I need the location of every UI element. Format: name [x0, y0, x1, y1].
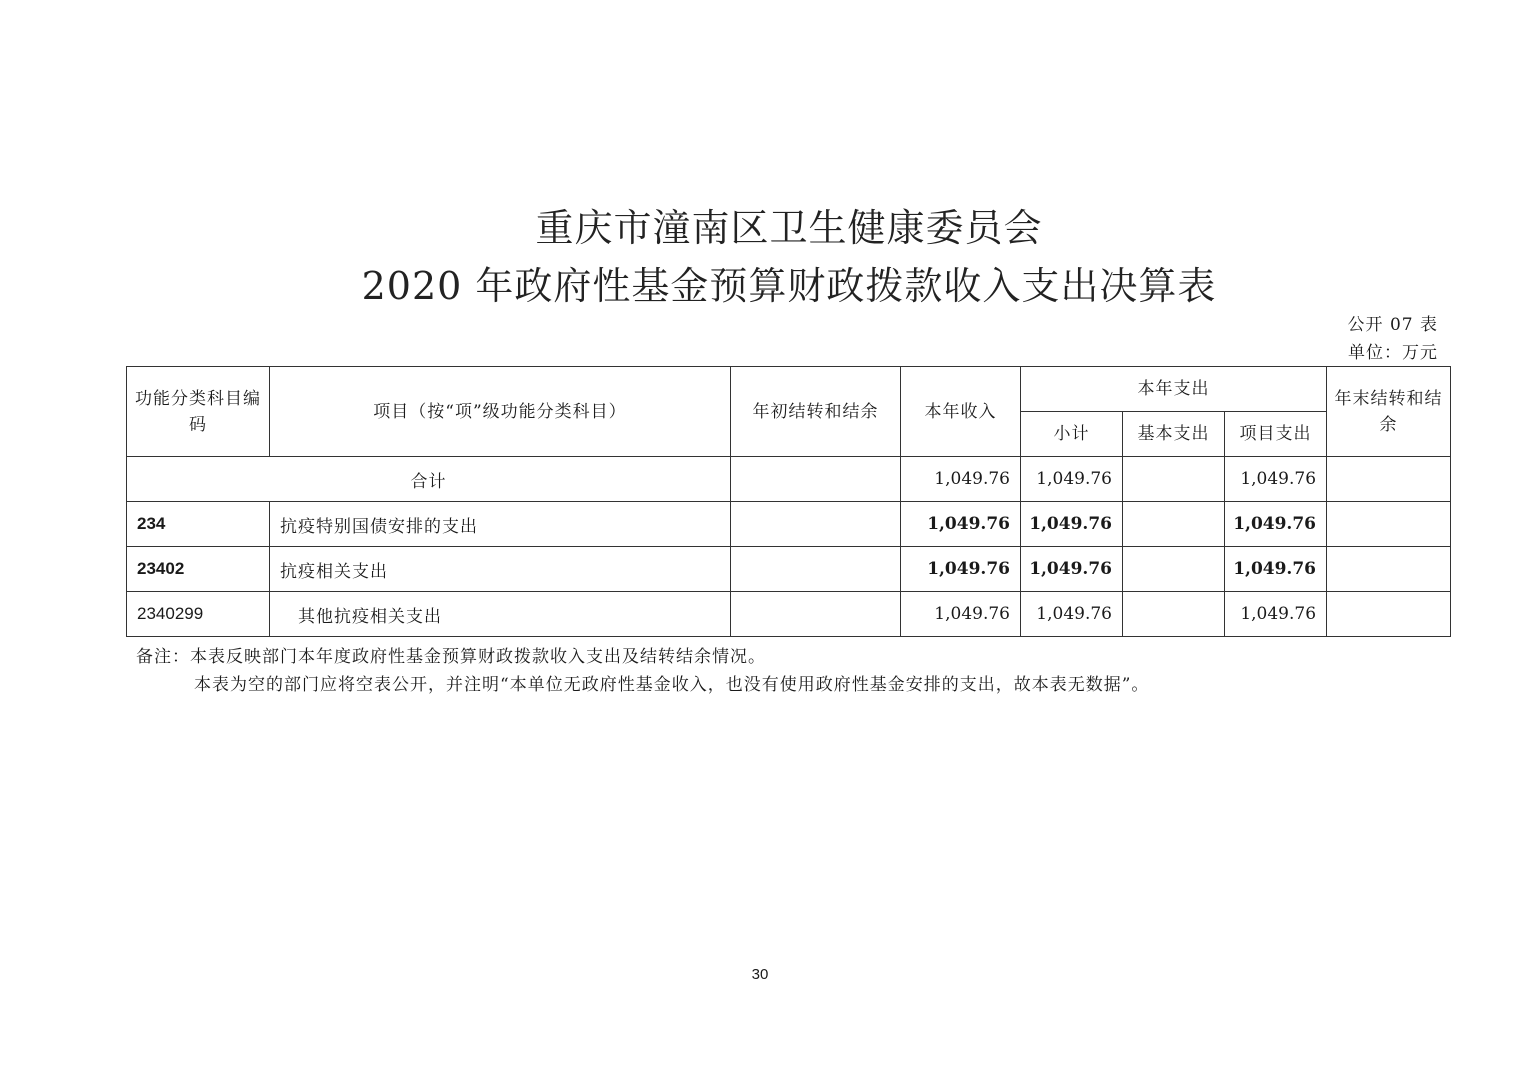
page-title-line2: 2020 年政府性基金预算财政拨款收入支出决算表	[361, 264, 1217, 308]
row-begin-balance	[731, 502, 901, 547]
row-code: 23402	[127, 547, 270, 592]
row-end-balance	[1327, 592, 1451, 637]
row-project: 1,049.76	[1225, 502, 1327, 547]
table-row	[127, 547, 1451, 592]
total-label: 合计	[127, 457, 731, 502]
header-expenditure: 本年支出	[1021, 367, 1327, 412]
row-subtotal: 1,049.76	[1021, 502, 1123, 547]
row-begin-balance	[731, 547, 901, 592]
total-row	[127, 457, 1451, 502]
total-basic	[1123, 457, 1225, 502]
total-income: 1,049.76	[901, 457, 1021, 502]
row-project: 1,049.76	[1225, 592, 1327, 637]
row-name: 抗疫特别国债安排的支出	[270, 502, 731, 547]
row-name: 抗疫相关支出	[270, 547, 731, 592]
page-number: 30	[751, 966, 769, 983]
header-basic: 基本支出	[1123, 412, 1225, 457]
total-end-balance	[1327, 457, 1451, 502]
header-code: 功能分类科目编码	[127, 367, 270, 457]
note-line1: 备注：本表反映部门本年度政府性基金预算财政拨款收入支出及结转结余情况。	[136, 647, 766, 667]
row-subtotal: 1,049.76	[1021, 592, 1123, 637]
row-basic	[1123, 547, 1225, 592]
row-basic	[1123, 502, 1225, 547]
budget-table	[126, 366, 1451, 637]
row-begin-balance	[731, 592, 901, 637]
page-title-line1: 重庆市潼南区卫生健康委员会	[535, 206, 1043, 250]
total-project: 1,049.76	[1225, 457, 1327, 502]
table-row	[127, 502, 1451, 547]
header-income: 本年收入	[901, 367, 1021, 457]
row-end-balance	[1327, 502, 1451, 547]
row-income: 1,049.76	[901, 592, 1021, 637]
note-line2: 本表为空的部门应将空表公开，并注明“本单位无政府性基金收入，也没有使用政府性基金安排的支出，故本表无数据”。	[194, 675, 1150, 695]
total-subtotal: 1,049.76	[1021, 457, 1123, 502]
row-code: 234	[127, 502, 270, 547]
row-income: 1,049.76	[901, 502, 1021, 547]
row-code: 2340299	[127, 592, 270, 637]
row-income: 1,049.76	[901, 547, 1021, 592]
form-number: 公开 07 表	[1347, 315, 1438, 335]
total-begin-balance	[731, 457, 901, 502]
header-project: 项目支出	[1225, 412, 1327, 457]
row-end-balance	[1327, 547, 1451, 592]
row-project: 1,049.76	[1225, 547, 1327, 592]
header-begin-balance: 年初结转和结余	[731, 367, 901, 457]
row-name: 其他抗疫相关支出	[270, 592, 731, 637]
unit-label: 单位：万元	[1348, 343, 1438, 363]
header-subtotal: 小计	[1021, 412, 1123, 457]
header-end-balance: 年末结转和结余	[1327, 367, 1451, 457]
row-basic	[1123, 592, 1225, 637]
header-item: 项目（按“项”级功能分类科目）	[270, 367, 731, 457]
row-subtotal: 1,049.76	[1021, 547, 1123, 592]
table-row	[127, 592, 1451, 637]
